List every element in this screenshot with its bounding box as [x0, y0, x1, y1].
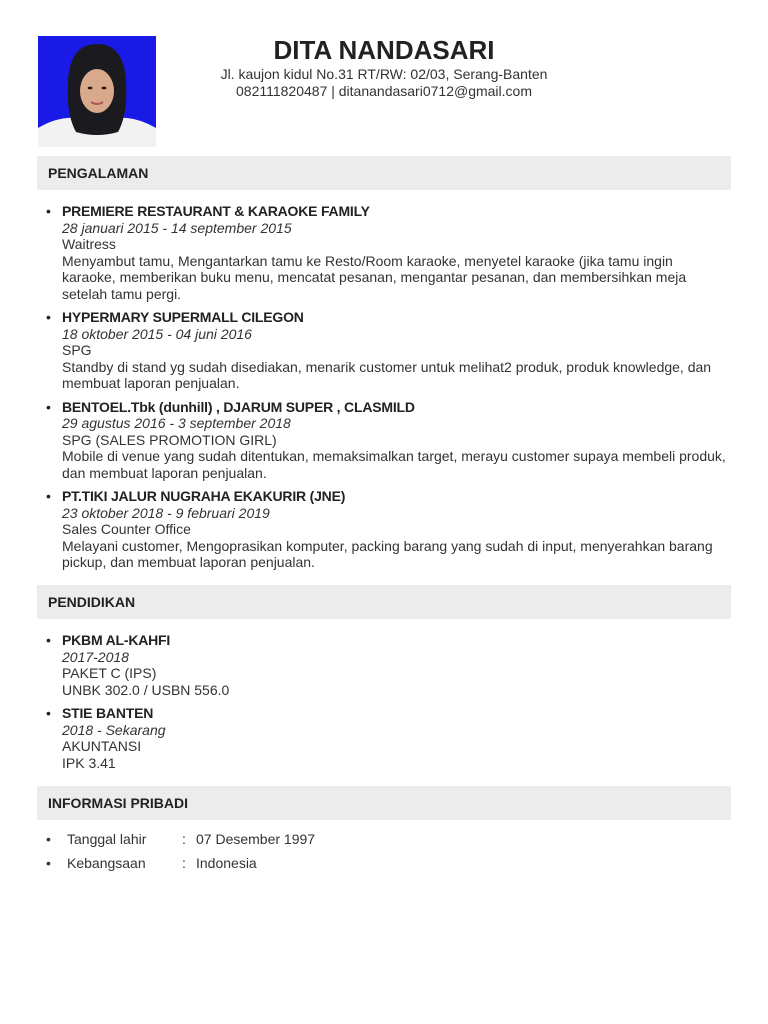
personal-info-separator: :	[182, 855, 186, 871]
personal-info-label: Kebangsaan	[67, 855, 146, 871]
experience-org: PT.TIKI JALUR NUGRAHA EKAKURIR (JNE)	[62, 488, 346, 504]
experience-role: Sales Counter Office	[62, 521, 191, 537]
bullet-icon: •	[46, 705, 51, 721]
experience-description: Standby di stand yg sudah disediakan, menarik customer untuk melihat2 produk, produk knowledge, dan membuat laporan penjualan.	[62, 358, 712, 391]
personal-info-label: Tanggal lahir	[67, 831, 147, 847]
experience-item	[37, 399, 727, 482]
experience-period: 18 oktober 2015 - 04 juni 2016	[62, 325, 252, 342]
education-school: PKBM AL-KAHFI	[62, 632, 171, 648]
personal-info-value: 07 Desember 1997	[196, 831, 316, 847]
experience-org: PREMIERE RESTAURANT & KARAOKE FAMILY	[62, 203, 370, 219]
personal-info-value: Indonesia	[196, 855, 257, 871]
education-item	[37, 705, 727, 771]
experience-period: 28 januari 2015 - 14 september 2015	[62, 219, 292, 236]
bullet-icon: •	[46, 488, 51, 504]
experience-description: Melayani customer, Mengoprasikan komputer, packing barang yang sudah di input, menyerahkan barang pickup, dan membuat laporan penjualan.	[62, 537, 713, 570]
section-title-experience: PENGALAMAN	[48, 165, 149, 181]
bullet-icon: •	[46, 309, 51, 325]
education-program: AKUNTANSI	[62, 738, 142, 754]
bullet-icon: •	[46, 203, 51, 219]
experience-item	[37, 203, 727, 302]
experience-item	[37, 309, 727, 392]
bullet-icon: •	[46, 855, 51, 871]
address-line: Jl. kaujon kidul No.31 RT/RW: 02/03, Serang-Banten	[220, 66, 548, 82]
education-item	[37, 632, 727, 698]
experience-description: Mobile di venue yang sudah ditentukan, memaksimalkan target, merayu customer supaya membeli produk, dan membuat laporan penjualan.	[62, 448, 726, 481]
experience-org: BENTOEL.Tbk (dunhill) , DJARUM SUPER , CLASMILD	[62, 398, 415, 415]
experience-org: HYPERMARY SUPERMALL CILEGON	[62, 309, 304, 325]
section-header-experience	[37, 156, 731, 190]
experience-description: Menyambut tamu, Mengantarkan tamu ke Resto/Room karaoke, menyetel karaoke (jika tamu ingin karaoke, memberikan buku menu, mencatat pesanan, mengantar pesanan, dan membersihkan meja setelah tamu pergi.	[62, 252, 687, 302]
experience-period: 29 agustus 2016 - 3 september 2018	[62, 415, 291, 431]
education-school: STIE BANTEN	[62, 705, 154, 721]
education-program: PAKET C (IPS)	[62, 665, 157, 681]
profile-photo	[38, 36, 156, 147]
experience-period: 23 oktober 2018 - 9 februari 2019	[62, 504, 270, 521]
education-score: UNBK 302.0 / USBN 556.0	[62, 681, 230, 698]
bullet-icon: •	[46, 831, 51, 847]
resume-header	[170, 34, 598, 100]
contact-line: 082111820487 | ditanandasari0712@gmail.com	[236, 83, 532, 99]
section-title-education: PENDIDIKAN	[48, 594, 136, 610]
experience-role: SPG	[62, 342, 92, 358]
experience-item	[37, 488, 727, 571]
education-score: IPK 3.41	[62, 754, 116, 771]
experience-list	[37, 203, 727, 578]
education-list	[37, 632, 727, 778]
personal-info-separator: :	[182, 831, 186, 847]
section-header-personal	[37, 786, 731, 820]
section-header-education	[37, 585, 731, 619]
personal-info-row	[37, 829, 727, 853]
personal-info-list	[37, 829, 727, 877]
profile-portrait-image	[38, 36, 156, 147]
bullet-icon: •	[46, 632, 51, 648]
education-period: 2018 - Sekarang	[62, 721, 166, 738]
applicant-name: DITA NANDASARI	[273, 35, 495, 65]
bullet-icon: •	[46, 398, 51, 415]
personal-info-row	[37, 853, 727, 877]
education-period: 2017-2018	[62, 648, 129, 665]
section-title-personal: INFORMASI PRIBADI	[48, 795, 188, 811]
experience-role: Waitress	[62, 236, 116, 252]
experience-role: SPG (SALES PROMOTION GIRL)	[62, 431, 277, 448]
